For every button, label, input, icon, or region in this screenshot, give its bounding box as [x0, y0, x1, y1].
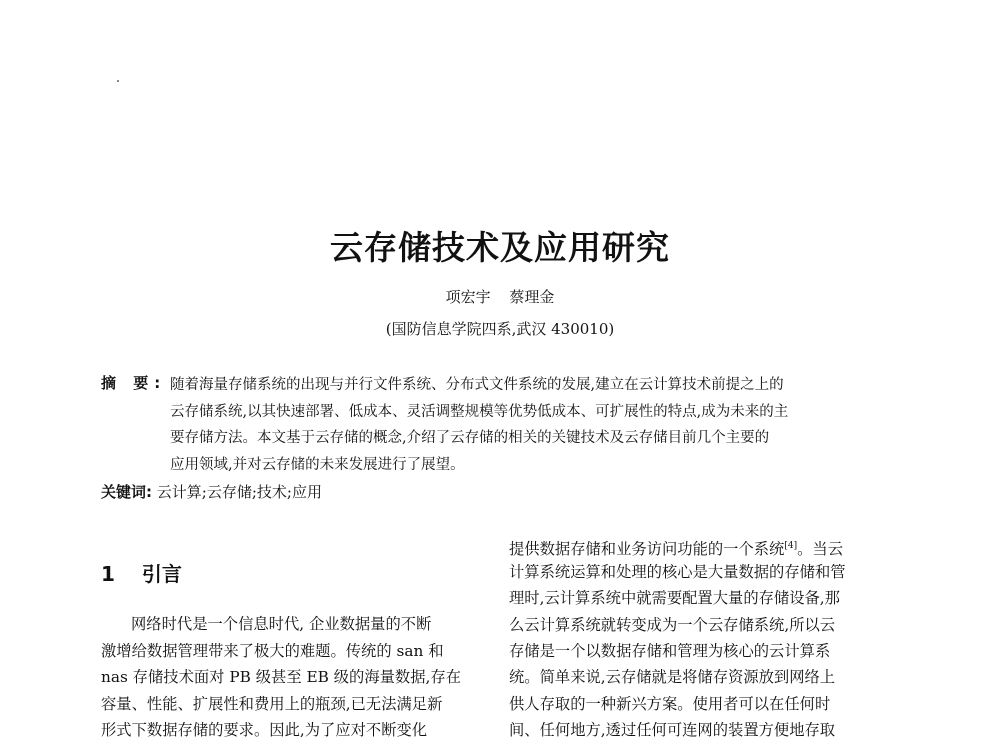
abstract-line: 要存储方法。本文基于云存储的概念,介绍了云存储的相关的关键技术及云存储目前几个主要的: [170, 430, 770, 446]
abstract-label: 摘 要:: [101, 374, 167, 392]
keywords: [101, 481, 322, 502]
keywords-label: 关键词:: [101, 483, 152, 501]
citation-ref: [4]: [784, 541, 798, 551]
paper-authors: 项宏宇 蔡理金: [445, 288, 555, 306]
left-column-line: 形式下数据存储的要求。因此,为了应对不断变化: [101, 721, 428, 739]
keywords-list: 云计算;云存储;技术;应用: [156, 483, 322, 501]
right-column-line: 理时,云计算系统中就需要配置大量的存储设备,那: [509, 589, 840, 607]
abstract-line: 应用领域,并对云存储的未来发展进行了展望。: [170, 456, 465, 473]
scan-speck: [117, 80, 119, 82]
right-column-line: [509, 532, 901, 560]
right-column-line: 么云计算系统就转变成为一个云存储系统,所以云: [509, 616, 836, 634]
right-column-line: 供人存取的一种新兴方案。使用者可以在任何时: [509, 695, 831, 713]
right-column-line: 统。简单来说,云存储就是将储存资源放到网络上: [509, 668, 836, 686]
left-column-line: 激增给数据管理带来了极大的难题。传统的 san 和: [101, 642, 444, 660]
paper-affiliation: (国防信息学院四系,武汉 430010): [385, 320, 615, 338]
abstract-line: 随着海量存储系统的出现与并行文件系统、分布式文件系统的发展,建立在云计算技术前提之上的: [170, 377, 784, 393]
paper-title: 云存储技术及应用研究: [330, 228, 670, 267]
right-column-line: 存储是一个以数据存储和管理为核心的云计算系: [509, 642, 831, 660]
left-column-line: 网络时代是一个信息时代, 企业数据量的不断: [131, 615, 432, 633]
left-column-line: nas 存储技术面对 PB 级甚至 EB 级的海量数据,存在: [101, 668, 461, 686]
right-column-text: 。当云: [797, 540, 844, 559]
right-column-line: 计算系统运算和处理的核心是大量数据的存储和管: [509, 563, 846, 581]
abstract-body: [170, 372, 898, 478]
section-title: 引言: [141, 562, 182, 586]
left-column-line: 容量、性能、扩展性和费用上的瓶颈,已无法满足新: [101, 695, 443, 713]
right-column-text: 提供数据存储和业务访问功能的一个系统: [509, 540, 785, 559]
section-number: 1: [101, 562, 115, 586]
abstract-line: 云存储系统,以其快速部署、低成本、灵活调整规模等优势低成本、可扩展性的特点,成为未来的主: [170, 403, 789, 420]
right-column-line: 间、任何地方,透过任何可连网的装置方便地存取: [509, 721, 836, 739]
section-heading: [101, 558, 182, 587]
